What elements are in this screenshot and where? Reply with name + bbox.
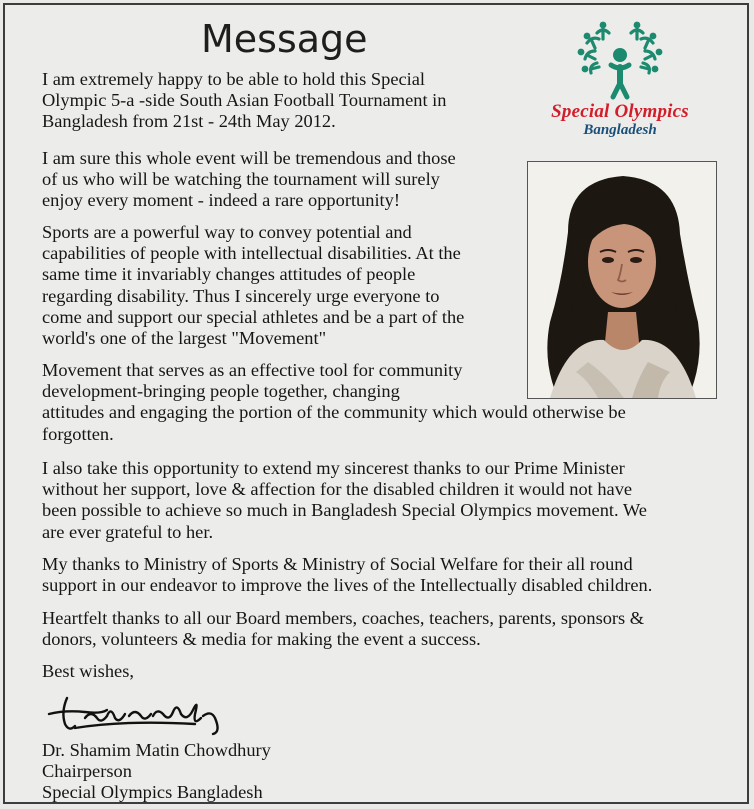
text-line: been possible to achieve so much in Bangladesh Special Olympics movement. We [42,500,647,521]
text-line: attitudes and engaging the portion of the community which would otherwise be [42,402,626,423]
paragraph-7 [42,608,644,650]
text-line: are ever grateful to her. [42,521,214,542]
text-line: without her support, love & affection for the disabled children it would not have [42,479,633,500]
signatory-name: Dr. Shamim Matin Chowdhury [42,740,271,760]
text-line: same time it invariably changes attitudes of people [42,264,416,285]
text-line: forgotten. [42,423,114,444]
text-line: Sports are a powerful way to convey potential and [42,222,412,242]
logo-subtitle: Bangladesh [583,122,657,138]
text-line: I am extremely happy to be able to hold this Special [42,69,426,89]
text-line: enjoy every moment - indeed a rare opportunity! [42,190,400,211]
text-line: development-bringing people together, changing [42,381,400,402]
page-title: Message [201,17,368,61]
text-line: regarding disability. Thus I sincerely urge everyone to [42,285,440,306]
paragraph-3 [42,222,464,349]
text-line: capabilities of people with intellectual disabilities. At the [42,243,461,264]
text-line: Movement that serves as an effective tool for community [42,360,463,380]
paragraph-1 [42,69,446,133]
paragraph-5 [42,458,647,543]
text-line: I also take this opportunity to extend my sincerest thanks to our Prime Minister [42,458,625,478]
paragraph-2 [42,148,456,212]
text-line: My thanks to Ministry of Sports & Ministry of Social Welfare for their all round [42,554,633,574]
text-line: donors, volunteers & media for making the event a success. [42,629,481,650]
message-page [3,3,749,804]
text-line: Bangladesh from 21st - 24th May 2012. [42,111,336,132]
signatory-organization: Special Olympics Bangladesh [42,782,263,803]
text-line: I am sure this whole event will be tremendous and those [42,148,456,168]
logo-wordmark: Special Olympics [551,101,689,122]
handwritten-signature [45,688,235,736]
paragraph-6 [42,554,652,596]
text-line: Heartfelt thanks to all our Board members, coaches, teachers, parents, sponsors & [42,608,645,628]
signatory-role: Chairperson [42,761,132,782]
salutation: Best wishes, [42,661,134,681]
paragraph-4 [42,360,626,445]
text-line: come and support our special athletes and be a part of the [42,306,465,327]
special-olympics-logo [525,19,715,143]
signatory-block [42,740,271,804]
text-line: of us who will be watching the tournament will surely [42,169,440,190]
text-line: Olympic 5-a -side South Asian Football Tournament in [42,90,447,111]
text-line: support in our endeavor to improve the lives of the Intellectually disabled children. [42,575,653,596]
special-olympics-emblem-icon [525,19,715,103]
text-line: world's one of the largest "Movement" [42,328,327,349]
signature-icon [45,688,235,736]
